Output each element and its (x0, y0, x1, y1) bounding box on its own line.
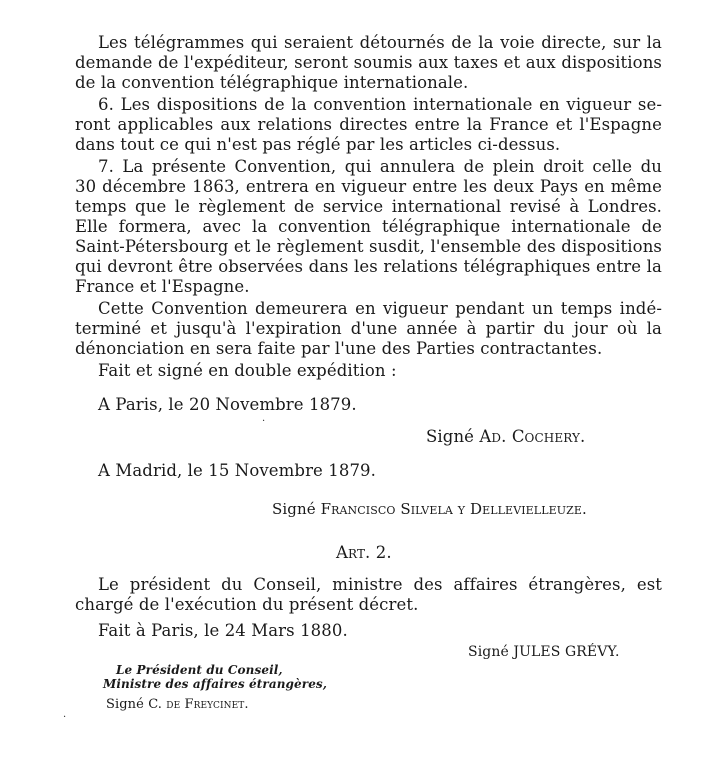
print-speck: · (63, 712, 67, 723)
print-speck: · (262, 416, 266, 427)
p4-line-1: Cette Convention demeurera en vigueur pendant un temps indé- (98, 299, 662, 318)
p1-line-1: Les télégrammes qui seraient détournés de la voie directe, sur la (98, 33, 662, 52)
countersign-name: de Freycinet. (166, 697, 249, 712)
p1-line-2: demande de l'expéditeur, seront soumis aux taxes et aux dispositions (75, 53, 662, 72)
p2-line-3: dans tout ce qui n'est pas réglé par les articles ci-dessus. (75, 135, 561, 154)
p3-line-5: Saint-Pétersbourg et le règlement susdit, l'ensemble des dispositions (75, 237, 662, 256)
article-done: Fait à Paris, le 24 Mars 1880. (98, 621, 348, 640)
p3-line-3: temps que le règlement de service international revisé à Londres. (75, 197, 662, 216)
p3-line-2: 30 décembre 1863, entrera en vigueur entre les deux Pays en même (75, 177, 662, 196)
countersign-line-1: Le Président du Conseil, (116, 663, 283, 677)
p3-line-4: Elle formera, avec la convention télégraphique internationale de (75, 217, 662, 236)
paris-signed-prefix: Signé (426, 427, 475, 446)
article-body-line-1: Le président du Conseil, ministre des affaires étrangères, est (98, 575, 662, 594)
p4-line-2: terminé et jusqu'à l'expiration d'une année à partir du jour où la (75, 319, 662, 338)
p4-line-3: dénonciation en sera faite par l'une des Parties contractantes. (75, 339, 603, 358)
p3-line-6: qui devront être observées dans les relations télégraphiques entre la (75, 257, 662, 276)
president-signature: Signé JULES GRÉVY. (468, 644, 620, 660)
madrid-signature (272, 499, 587, 519)
madrid-date: A Madrid, le 15 Novembre 1879. (98, 461, 376, 480)
madrid-signed-prefix: Signé (272, 500, 316, 518)
countersign-prefix: Signé (106, 697, 144, 712)
p2-line-2: ront applicables aux relations directes entre la France et l'Espagne (75, 115, 662, 134)
paris-date: A Paris, le 20 Novembre 1879. (98, 395, 357, 414)
countersign-initial: C. (148, 697, 163, 712)
p5-line: Fait et signé en double expédition : (98, 361, 397, 380)
article-body-line-2: chargé de l'exécution du présent décret. (75, 595, 419, 614)
p2-line-1: 6. Les dispositions de la convention internationale en vigueur se- (98, 95, 662, 114)
paris-signer: Ad. Cochery. (479, 427, 586, 446)
madrid-signer: Francisco Silvela y Dellevielleuze. (320, 500, 587, 518)
paris-signature (426, 427, 585, 447)
p3-line-1: 7. La présente Convention, qui annulera de plein droit celle du (98, 157, 662, 176)
p3-line-7: France et l'Espagne. (75, 277, 250, 296)
countersign-signature (106, 697, 249, 712)
countersign-line-2: Ministre des affaires étrangères, (103, 677, 328, 691)
p1-line-3: de la convention télégraphique internationale. (75, 73, 469, 92)
article-heading: Art. 2. (336, 543, 392, 562)
